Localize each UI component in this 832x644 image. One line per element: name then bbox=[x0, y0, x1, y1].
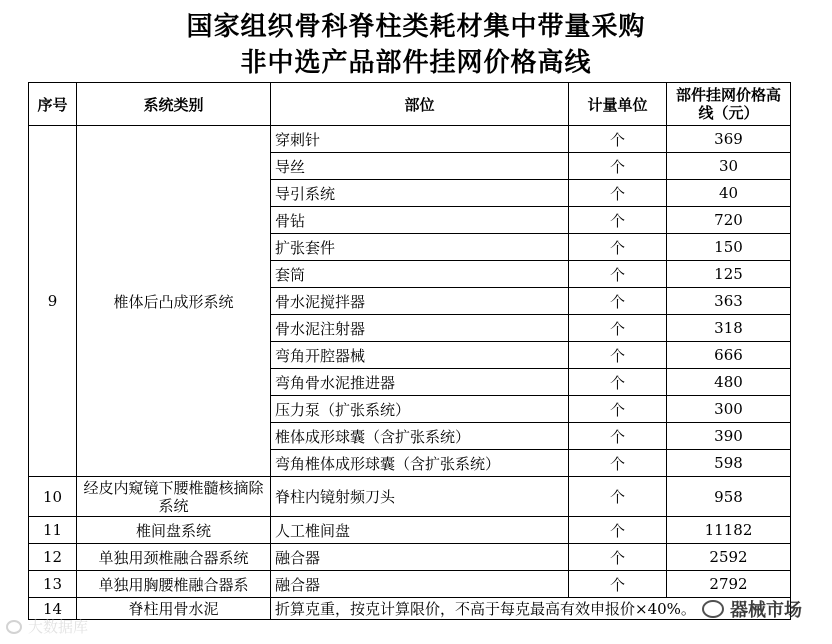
category-cell: 单独用颈椎融合器系统 bbox=[77, 544, 271, 571]
table-row bbox=[29, 571, 791, 598]
watermark-right-text: 器械市场 bbox=[730, 600, 802, 621]
price-cell: 390 bbox=[667, 423, 791, 450]
header-unit: 计量单位 bbox=[569, 83, 667, 126]
header-part: 部位 bbox=[271, 83, 569, 126]
category-cell: 椎间盘系统 bbox=[77, 517, 271, 544]
seq-cell: 9 bbox=[29, 126, 77, 477]
watermark-right bbox=[702, 596, 802, 622]
table-row bbox=[29, 126, 791, 153]
part-cell: 弯角椎体成形球囊（含扩张系统） bbox=[271, 450, 569, 477]
part-cell: 融合器 bbox=[271, 571, 569, 598]
price-cell: 480 bbox=[667, 369, 791, 396]
part-cell: 套筒 bbox=[271, 261, 569, 288]
unit-cell: 个 bbox=[569, 544, 667, 571]
header-seq: 序号 bbox=[29, 83, 77, 126]
price-cell: 369 bbox=[667, 126, 791, 153]
unit-cell: 个 bbox=[569, 396, 667, 423]
unit-cell: 个 bbox=[569, 234, 667, 261]
price-table bbox=[28, 82, 791, 620]
seq-cell: 11 bbox=[29, 517, 77, 544]
unit-cell: 个 bbox=[569, 153, 667, 180]
seq-cell: 12 bbox=[29, 544, 77, 571]
part-cell: 弯角开腔器械 bbox=[271, 342, 569, 369]
header-price: 部件挂网价格高线（元） bbox=[667, 83, 791, 126]
price-cell: 720 bbox=[667, 207, 791, 234]
wechat-icon bbox=[702, 600, 724, 618]
price-cell: 125 bbox=[667, 261, 791, 288]
price-cell: 300 bbox=[667, 396, 791, 423]
part-cell: 融合器 bbox=[271, 544, 569, 571]
seq-cell: 10 bbox=[29, 477, 77, 517]
part-cell: 人工椎间盘 bbox=[271, 517, 569, 544]
part-cell: 穿刺针 bbox=[271, 126, 569, 153]
seq-cell: 14 bbox=[29, 598, 77, 620]
category-cell: 椎体后凸成形系统 bbox=[77, 126, 271, 477]
part-cell: 弯角骨水泥推进器 bbox=[271, 369, 569, 396]
part-cell: 导丝 bbox=[271, 153, 569, 180]
unit-cell: 个 bbox=[569, 315, 667, 342]
unit-cell: 个 bbox=[569, 288, 667, 315]
price-cell: 363 bbox=[667, 288, 791, 315]
weibo-icon bbox=[6, 620, 22, 634]
part-cell: 骨水泥搅拌器 bbox=[271, 288, 569, 315]
watermark-left-text: 大数据库 bbox=[28, 618, 89, 636]
unit-cell: 个 bbox=[569, 517, 667, 544]
price-cell: 958 bbox=[667, 477, 791, 517]
price-cell: 318 bbox=[667, 315, 791, 342]
header-category: 系统类别 bbox=[77, 83, 271, 126]
unit-cell: 个 bbox=[569, 261, 667, 288]
unit-cell: 个 bbox=[569, 423, 667, 450]
table-row bbox=[29, 598, 791, 620]
note-cell: 折算克重，按克计算限价，不高于每克最高有效申报价×40%。 bbox=[271, 598, 791, 620]
table-row bbox=[29, 477, 791, 517]
unit-cell: 个 bbox=[569, 369, 667, 396]
watermark-left bbox=[6, 616, 88, 637]
part-cell: 压力泵（扩张系统） bbox=[271, 396, 569, 423]
page-subtitle: 非中选产品部件挂网价格高线 bbox=[240, 48, 592, 78]
part-cell: 导引系统 bbox=[271, 180, 569, 207]
unit-cell: 个 bbox=[569, 207, 667, 234]
price-cell: 11182 bbox=[667, 517, 791, 544]
unit-cell: 个 bbox=[569, 450, 667, 477]
table-row bbox=[29, 544, 791, 571]
price-cell: 150 bbox=[667, 234, 791, 261]
part-cell: 椎体成形球囊（含扩张系统） bbox=[271, 423, 569, 450]
price-cell: 598 bbox=[667, 450, 791, 477]
category-cell: 脊柱用骨水泥 bbox=[77, 598, 271, 620]
price-cell: 2792 bbox=[667, 571, 791, 598]
unit-cell: 个 bbox=[569, 180, 667, 207]
part-cell: 骨水泥注射器 bbox=[271, 315, 569, 342]
price-cell: 40 bbox=[667, 180, 791, 207]
part-cell: 扩张套件 bbox=[271, 234, 569, 261]
category-cell: 单独用胸腰椎融合器系 bbox=[77, 571, 271, 598]
header-row bbox=[29, 83, 791, 126]
price-cell: 30 bbox=[667, 153, 791, 180]
price-cell: 666 bbox=[667, 342, 791, 369]
category-cell: 经皮内窥镜下腰椎髓核摘除系统 bbox=[77, 477, 271, 517]
unit-cell: 个 bbox=[569, 126, 667, 153]
table-row bbox=[29, 517, 791, 544]
part-cell: 骨钻 bbox=[271, 207, 569, 234]
unit-cell: 个 bbox=[569, 477, 667, 517]
unit-cell: 个 bbox=[569, 342, 667, 369]
page-title: 国家组织骨科脊柱类耗材集中带量采购 bbox=[186, 12, 646, 42]
unit-cell: 个 bbox=[569, 571, 667, 598]
seq-cell: 13 bbox=[29, 571, 77, 598]
part-cell: 脊柱内镜射频刀头 bbox=[271, 477, 569, 517]
price-cell: 2592 bbox=[667, 544, 791, 571]
